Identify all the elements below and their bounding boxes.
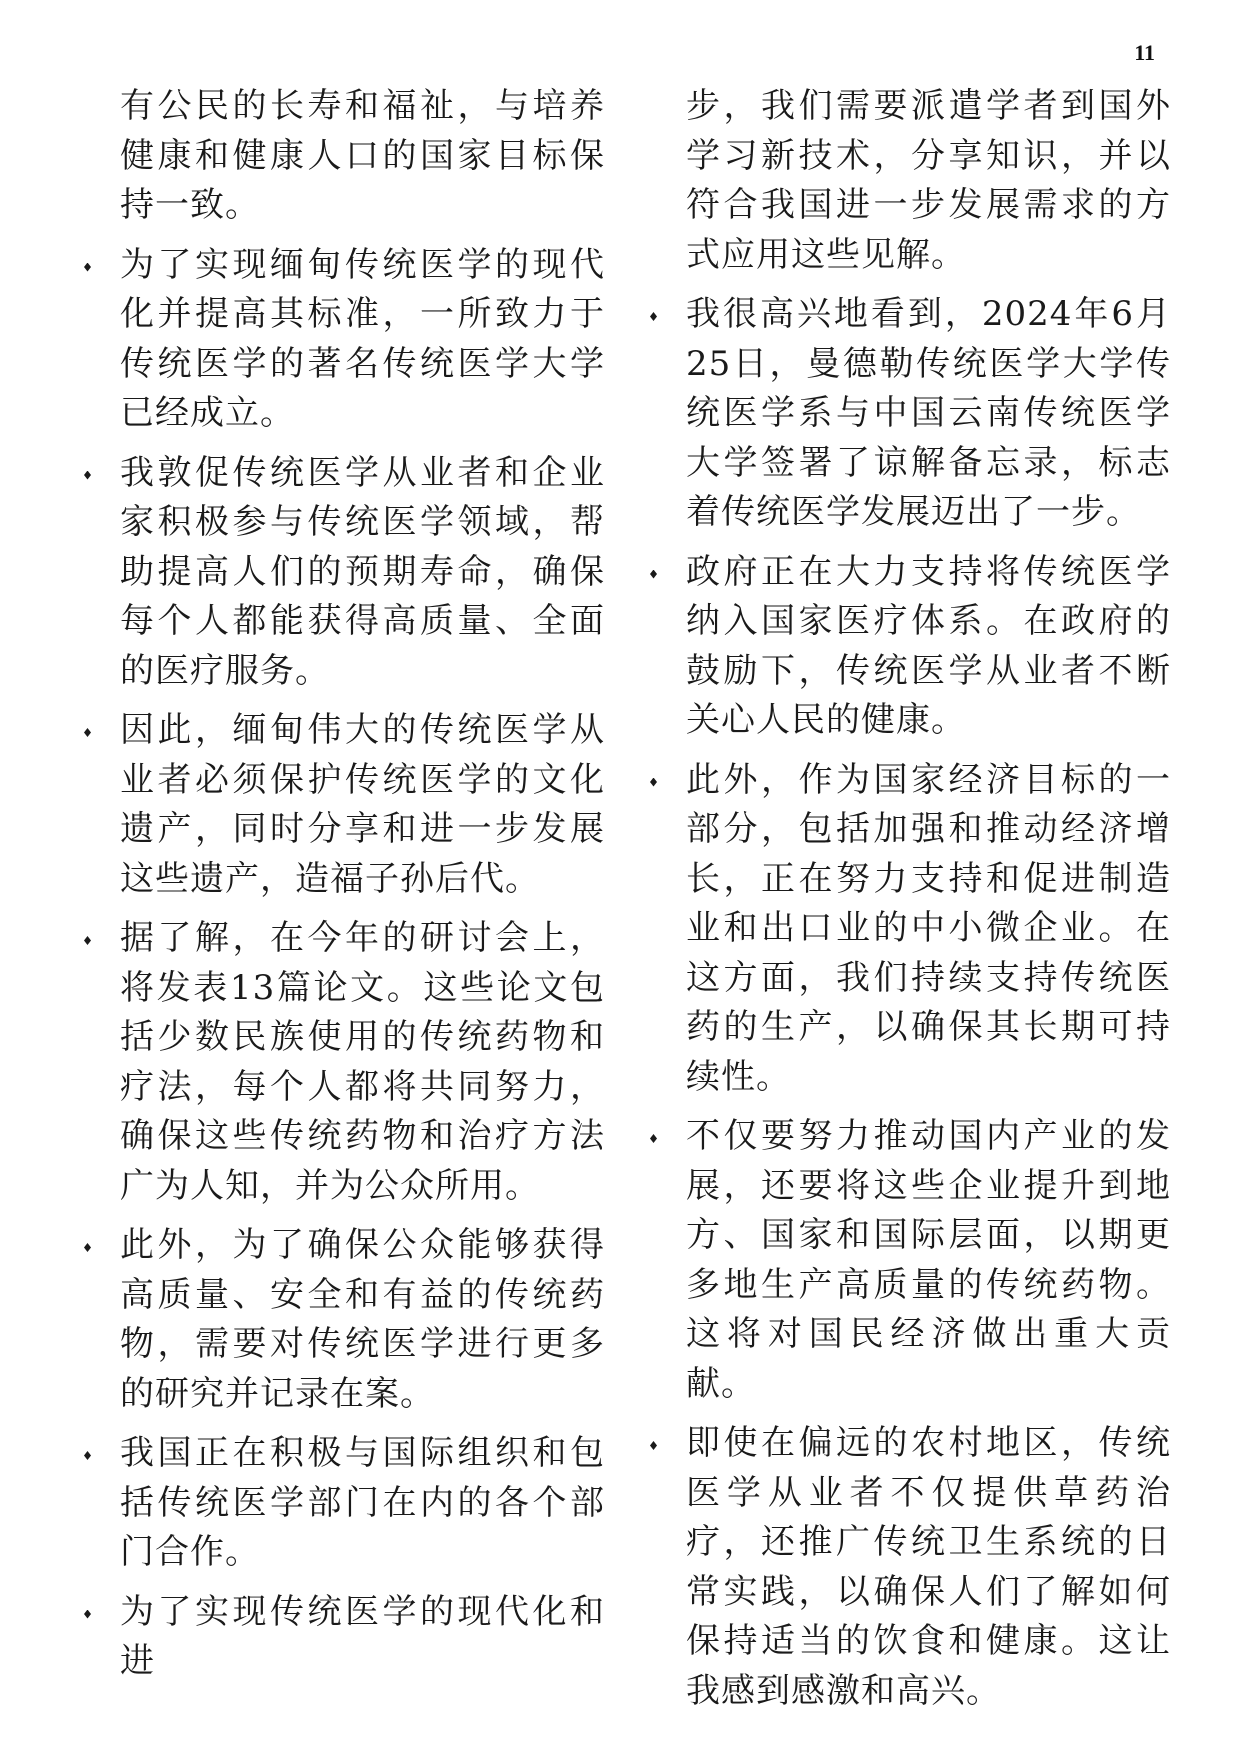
paragraph-text: 为了实现传统医学的现代化和进: [120, 1591, 605, 1681]
diamond-bullet-icon: [84, 728, 91, 737]
paragraph: 有公民的长寿和福祉，与培养健康和健康人口的国家目标保持一致。: [120, 86, 605, 225]
paragraph-text: 因此，缅甸伟大的传统医学从业者必须保护传统医学的文化遗产，同时分享和进一步发展这些遗产，造福子孙后代。: [120, 710, 605, 899]
bullet-paragraph: [686, 290, 1171, 538]
paragraph-text: 此外，作为国家经济目标的一部分，包括加强和推动经济增长，正在努力支持和促进制造业和出口业的中小微企业。在这方面，我们持续支持传统医药的生产，以确保其长期可持续性。: [686, 759, 1171, 1097]
right-column: [686, 82, 1171, 1726]
diamond-bullet-icon: [650, 1441, 657, 1450]
bullet-paragraph: [120, 914, 605, 1211]
paragraph-text: 我国正在积极与国际组织和包括传统医学部门在内的各个部门合作。: [120, 1433, 605, 1572]
bullet-paragraph: [686, 1112, 1171, 1409]
paragraph-text: 据了解，在今年的研讨会上，将发表13篇论文。这些论文包括少数民族使用的传统药物和疗法，每个人都将共同努力，确保这些传统药物和治疗方法广为人知，并为公众所用。: [120, 918, 605, 1206]
bullet-paragraph: [686, 1419, 1171, 1716]
paragraph-text: 我敦促传统医学从业者和企业家积极参与传统医学领域，帮助提高人们的预期寿命，确保每个人都能获得高质量、全面的医疗服务。: [120, 452, 605, 691]
bullet-paragraph: [120, 1429, 605, 1578]
paragraph-text: 即使在偏远的农村地区，传统医学从业者不仅提供草药治疗，还推广传统卫生系统的日常实践，以确保人们了解如何保持适当的饮食和健康。这让我感到感激和高兴。: [686, 1423, 1171, 1711]
paragraph-text: 我很高兴地看到，2024年6月25日，曼德勒传统医学大学传统医学系与中国云南传统医学大学签署了谅解备忘录，标志着传统医学发展迈出了一步。: [686, 294, 1171, 532]
diamond-bullet-icon: [84, 263, 91, 272]
left-column: [120, 82, 605, 1697]
diamond-bullet-icon: [650, 1134, 657, 1143]
paragraph-text: 此外，为了确保公众能够获得高质量、安全和有益的传统药物，需要对传统医学进行更多的研究并记录在案。: [120, 1225, 605, 1414]
paragraph-text: 政府正在大力支持将传统医学纳入国家医疗体系。在政府的鼓励下，传统医学从业者不断关心人民的健康。: [686, 551, 1171, 740]
bullet-paragraph: [686, 548, 1171, 746]
diamond-bullet-icon: [650, 778, 657, 787]
bullet-paragraph: [120, 1588, 605, 1687]
diamond-bullet-icon: [650, 570, 657, 579]
bullet-paragraph: [120, 706, 605, 904]
diamond-bullet-icon: [650, 312, 657, 321]
paragraph-text: 不仅要努力推动国内产业的发展，还要将这些企业提升到地方、国家和国际层面，以期更多地生产高质量的传统药物。这将对国民经济做出重大贡献。: [686, 1116, 1171, 1404]
diamond-bullet-icon: [84, 1451, 91, 1460]
bullet-paragraph: [686, 756, 1171, 1103]
bullet-paragraph: [120, 449, 605, 697]
bullet-paragraph: [120, 241, 605, 439]
diamond-bullet-icon: [84, 936, 91, 945]
diamond-bullet-icon: [84, 1610, 91, 1619]
diamond-bullet-icon: [84, 471, 91, 480]
diamond-bullet-icon: [84, 1243, 91, 1252]
bullet-paragraph: [120, 1221, 605, 1419]
page-number: 11: [1134, 40, 1155, 65]
paragraph-text: 为了实现缅甸传统医学的现代化并提高其标准，一所致力于传统医学的著名传统医学大学已经成立。: [120, 244, 605, 433]
paragraph: 步，我们需要派遣学者到国外学习新技术，分享知识，并以符合我国进一步发展需求的方式应用这些见解。: [686, 86, 1171, 275]
